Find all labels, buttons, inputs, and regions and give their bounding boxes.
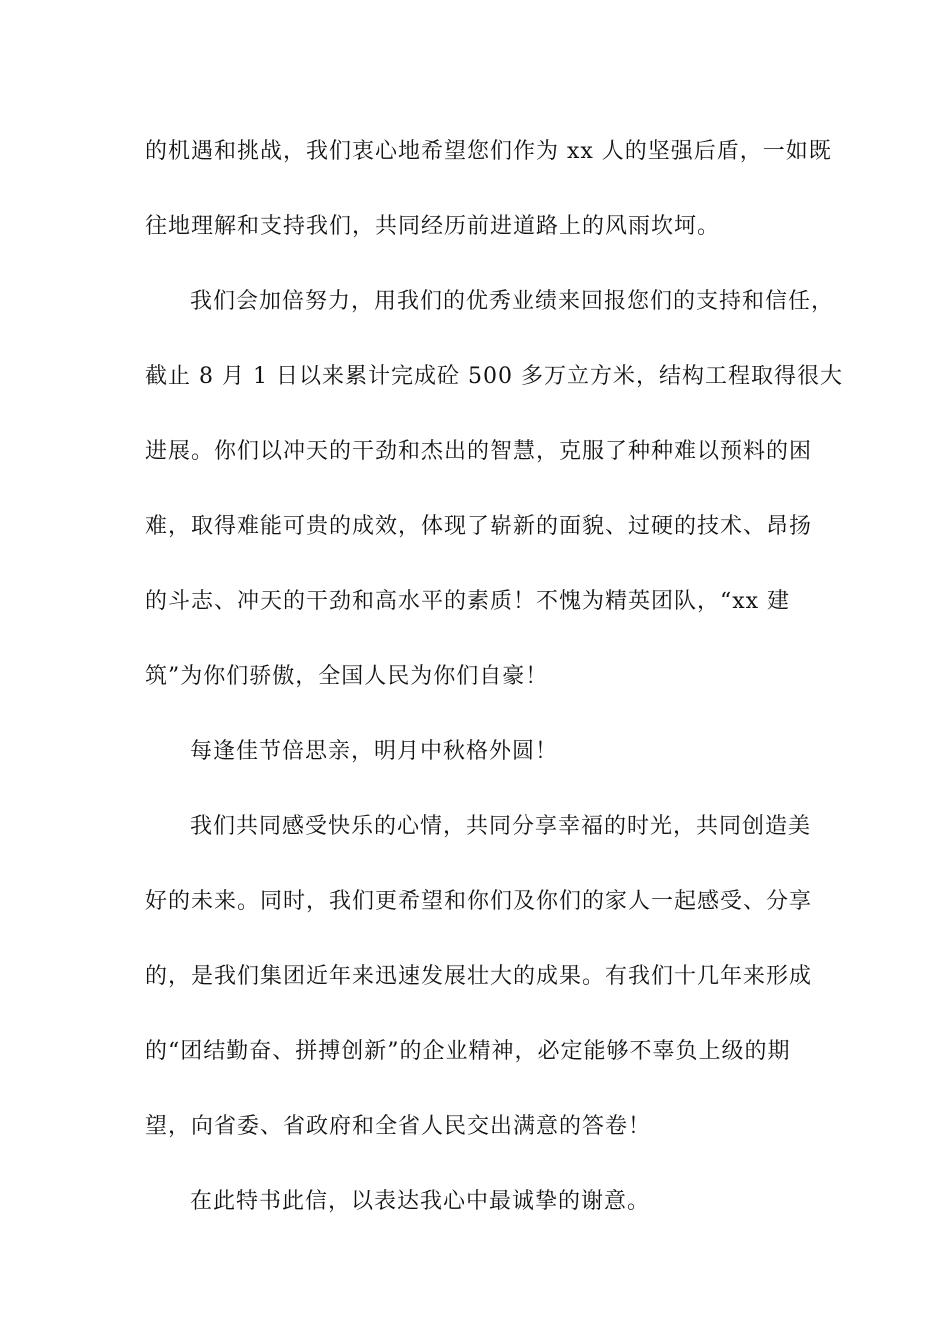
text-line-8: 筑”为你们骄傲，全国人民为你们自豪！ bbox=[145, 664, 549, 689]
text-line-13: 的“团结勤奋、拼搏创新”的企业精神，必定能够不辜负上级的期 bbox=[145, 1039, 791, 1064]
text-line-5: 进展。你们以冲天的干劲和杰出的智慧，克服了种种难以预料的困 bbox=[145, 439, 813, 464]
text-line-7: 的斗志、冲天的干劲和高水平的素质！不愧为精英团队，“xx 建 bbox=[145, 589, 791, 614]
text-line-6: 难，取得难能可贵的成效，体现了崭新的面貌、过硬的技术、昂扬 bbox=[145, 514, 813, 539]
text-line-1: 的机遇和挑战，我们衷心地希望您们作为 xx 人的坚强后盾，一如既 bbox=[145, 139, 832, 164]
text-line-14: 望，向省委、省政府和全省人民交出满意的答卷！ bbox=[145, 1114, 652, 1139]
text-line-2: 往地理解和支持我们，共同经历前进道路上的风雨坎坷。 bbox=[145, 214, 721, 239]
text-line-15: 在此特书此信，以表达我心中最诚挚的谢意。 bbox=[190, 1189, 651, 1214]
text-line-11: 好的未来。同时，我们更希望和你们及你们的家人一起感受、分享 bbox=[145, 889, 813, 914]
text-line-10: 我们共同感受快乐的心情，共同分享幸福的时光，共同创造美 bbox=[190, 814, 812, 839]
text-line-4: 截止 8 月 1 日以来累计完成砼 500 多万立方米，结构工程取得很大 bbox=[145, 364, 843, 389]
text-line-9: 每逢佳节倍思亲，明月中秋格外圆！ bbox=[190, 739, 559, 764]
text-line-3: 我们会加倍努力，用我们的优秀业绩来回报您们的支持和信任， bbox=[190, 289, 835, 314]
text-line-12: 的，是我们集团近年来迅速发展壮大的成果。有我们十几年来形成 bbox=[145, 964, 813, 989]
